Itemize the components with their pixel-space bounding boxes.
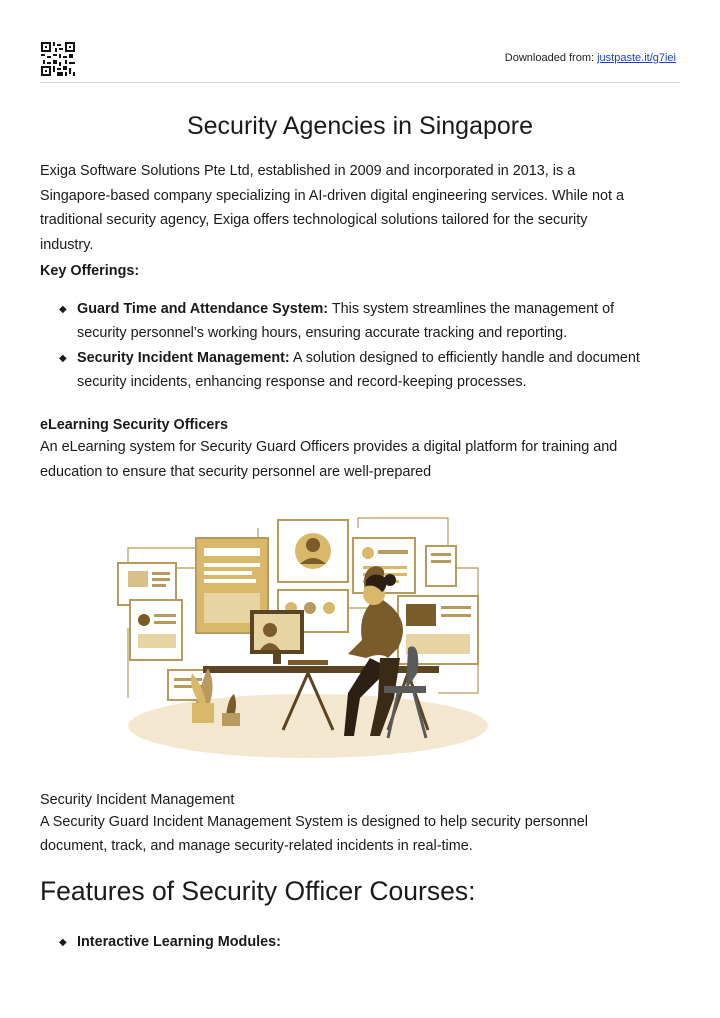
incident-heading: Security Incident Management <box>40 792 235 808</box>
elearning-heading: eLearning Security Officers <box>40 417 228 433</box>
page-title: Security Agencies in Singapore <box>186 112 534 140</box>
list-item-continuation: security incidents, enhancing response and record-keeping processes. <box>77 374 527 390</box>
list-item-text: This system streamlines the management of <box>328 301 615 317</box>
download-label: Downloaded from: <box>504 52 598 64</box>
intro-line-2: Singapore-based company specializing in AI-driven digital engineering services. While not a <box>40 188 624 204</box>
intro-line-4: industry. <box>40 237 94 253</box>
bullet-icon: ◆ <box>59 937 67 948</box>
intro-line-3: traditional security agency, Exiga offers technological solutions tailored for the security <box>40 212 588 228</box>
list-item-text: A solution designed to efficiently handle and document <box>289 350 640 366</box>
bullet-icon: ◆ <box>59 353 67 364</box>
download-link[interactable]: justpaste.it/g7iei <box>597 52 676 64</box>
qr-code-icon <box>41 42 75 76</box>
list-item <box>77 346 687 371</box>
incident-line-2: document, track, and manage security-related incidents in real-time. <box>40 838 473 854</box>
elearning-illustration <box>108 508 498 766</box>
incident-line-1: A Security Guard Incident Management System is designed to help security personnel <box>40 814 588 830</box>
list-item <box>77 297 687 322</box>
download-source <box>505 52 676 64</box>
bullet-icon: ◆ <box>59 304 67 315</box>
key-offerings-heading: Key Offerings: <box>40 263 140 279</box>
elearning-line-1: An eLearning system for Security Guard Officers provides a digital platform for training and <box>40 439 618 455</box>
list-item-title: Interactive Learning Modules: <box>77 934 281 950</box>
list-item-title: Security Incident Management: <box>77 350 290 366</box>
list-item-title: Guard Time and Attendance System: <box>77 301 329 317</box>
intro-line-1: Exiga Software Solutions Pte Ltd, established in 2009 and incorporated in 2013, is a <box>40 163 576 179</box>
features-heading: Features of Security Officer Courses: <box>40 876 476 906</box>
elearning-line-2: education to ensure that security personnel are well-prepared <box>40 464 432 480</box>
header-divider <box>40 82 680 83</box>
list-item-continuation: security personnel’s working hours, ensuring accurate tracking and reporting. <box>77 325 568 341</box>
